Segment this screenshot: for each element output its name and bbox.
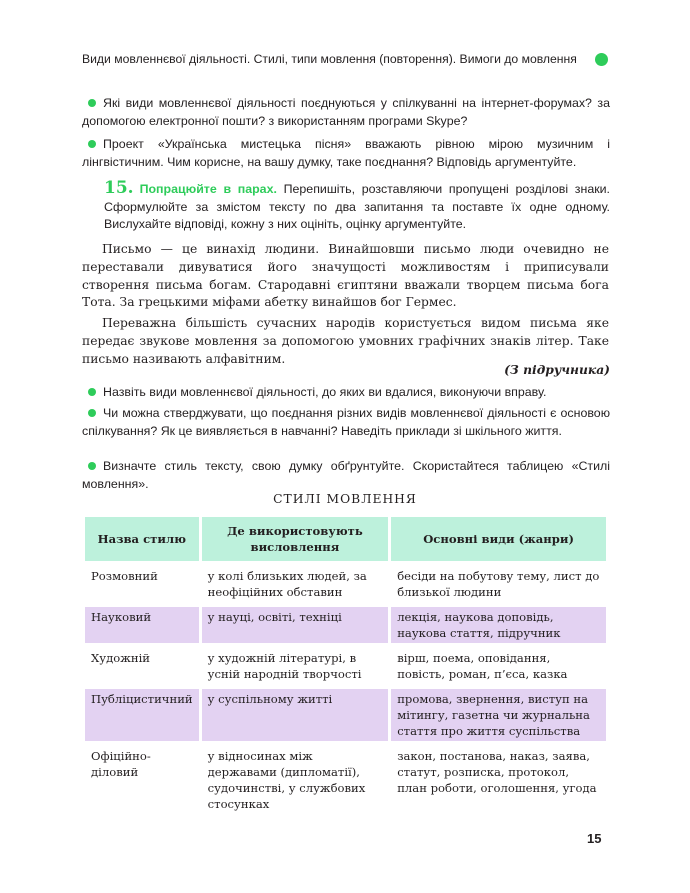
- question-item: Визначте стиль тексту, свою думку обґрунтуйте. Скористайтеся таблицею «Стилі мовлення».: [82, 459, 610, 491]
- table-row: [85, 689, 606, 741]
- style-name-cell: Розмовний: [91, 569, 158, 583]
- header-bullet-icon: [595, 53, 608, 66]
- page-number: 15: [587, 831, 602, 846]
- table-title: СТИЛІ МОВЛЕННЯ: [273, 492, 417, 506]
- style-name-cell: Офіційно-діловий: [91, 749, 151, 779]
- table-header-cell: Основні види (жанри): [391, 517, 606, 561]
- exercise-text: [82, 241, 609, 369]
- table-header-cell: Де використовують висловлення: [202, 517, 389, 561]
- usage-cell: у науці, освіті, техніці: [202, 607, 389, 643]
- question-item: Назвіть види мовленнєвої діяльності, до яких ви вдалися, виконуючи вправу.: [82, 384, 610, 402]
- green-bullet-icon: [88, 140, 96, 148]
- genres-cell: вірш, поема, оповідання, повість, роман, п’єса, казка: [397, 651, 568, 681]
- style-name-cell: Публіцистичний: [85, 689, 199, 741]
- green-bullet-icon: [88, 388, 96, 396]
- genres-cell: промова, звернення, виступ на мітингу, газетна чи журнальна стаття про життя суспільства: [391, 689, 606, 741]
- green-bullet-icon: [88, 99, 96, 107]
- usage-cell: у колі близьких людей, за неофіційних обставин: [207, 569, 367, 599]
- question-item: Які види мовленнєвої діяльності поєднуються у спілкуванні на інтернет-форумах? за допомогою електронної пошти? з використанням програми Skype?: [82, 96, 610, 128]
- exercise-instructions: Перепишіть, розставляючи пропущені розділові знаки. Сформулюйте за змістом тексту по два запитання та поставте їх одне одному. Вислухайте відповіді, кожну з них оцініть, оцінку аргументуйте.: [104, 182, 610, 231]
- exercise-lead: Попрацюйте в парах.: [139, 182, 277, 196]
- table-row: [85, 607, 606, 643]
- table-row: [85, 566, 606, 602]
- green-bullet-icon: [88, 409, 96, 417]
- green-bullet-icon: [88, 462, 96, 470]
- speech-styles-table: [82, 512, 609, 819]
- text-paragraph: Письмо — це винахід людини. Винайшовши письмо люди очевидно не переставали дивуватися його значущості можливостям і приписували створення письма богам. Стародавні єгиптяни вважали творцем письма бога Тота. За грецькими міфами абетку винайшов бог Гермес.: [82, 242, 609, 310]
- genres-cell: бесіди на побутову тему, лист до близької людини: [397, 569, 600, 599]
- style-name-cell: Художній: [91, 651, 151, 665]
- exercise-task: [104, 180, 610, 234]
- running-header: Види мовленнєвої діяльності. Стилі, типи мовлення (повторення). Вимоги до мовлення: [82, 52, 577, 66]
- question-item: Проект «Українська мистецька пісня» вважають рівною мірою музичним і лінгвістичним. Чим корисне, на вашу думку, таке поєднання? Відповідь аргументуйте.: [82, 137, 610, 169]
- style-name-cell: Науковий: [85, 607, 199, 643]
- genres-cell: лекція, наукова доповідь, наукова стаття, підручник: [391, 607, 606, 643]
- usage-cell: у відносинах між державами (дипломатії), судочинстві, у службових стосунках: [207, 749, 366, 811]
- exercise-number: 15.: [104, 178, 134, 198]
- table-row: [85, 648, 606, 684]
- usage-cell: у суспільному житті: [202, 689, 389, 741]
- genres-cell: закон, постанова, наказ, заява, статут, розписка, протокол, план роботи, оголошення, угода: [397, 749, 597, 795]
- usage-cell: у художній літературі, в усній народній творчості: [207, 651, 362, 681]
- table-row: [85, 746, 606, 814]
- table-header-cell: Назва стилю: [85, 517, 199, 561]
- table-header-row: [85, 517, 606, 561]
- text-source: (З підручника): [504, 362, 610, 377]
- text-paragraph: Переважна більшість сучасних народів користується видом письма яке передає звукове мовлення за допомогою умовних графічних знаків літер. Таке письмо називають алфавітним.: [82, 316, 609, 366]
- question-item: Чи можна стверджувати, що поєднання різних видів мовленнєвої діяльності є основою спілкування? Як це виявляється в навчанні? Наведіть приклади зі шкільного життя.: [82, 406, 610, 438]
